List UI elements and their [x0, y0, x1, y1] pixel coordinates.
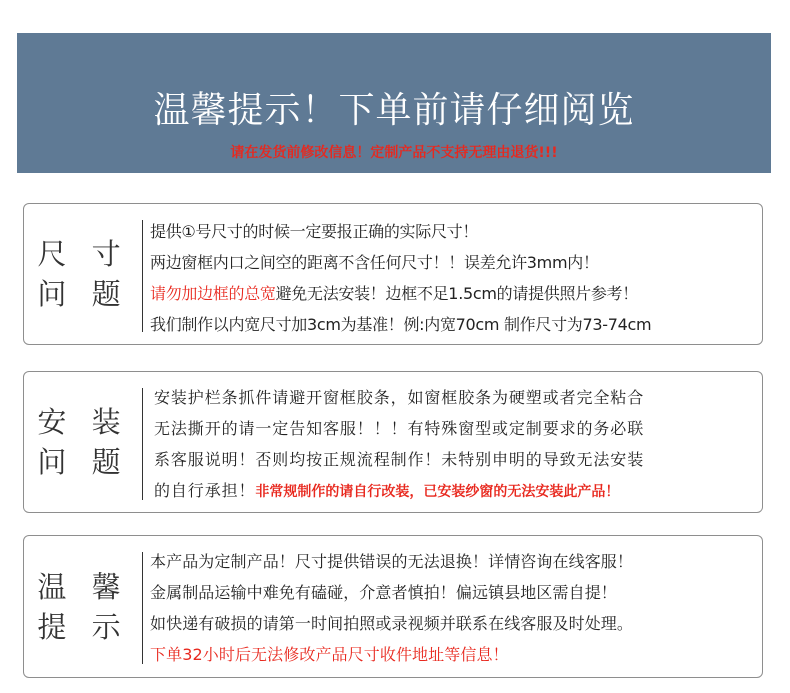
card-line: 无法撕开的请一定告知客服！！！有特殊窗型或定制要求的务必联 — [154, 419, 645, 438]
card-label-line2: 提 示 — [37, 609, 129, 644]
card-divider — [142, 220, 143, 332]
card-line: 提供①号尺寸的时候一定要报正确的实际尺寸！ — [150, 222, 479, 241]
header-banner — [17, 33, 771, 173]
card-label-line2: 问 题 — [37, 277, 129, 311]
card-text — [154, 382, 644, 506]
card-label — [24, 536, 142, 677]
card-line: 系客服说明！否则均按正规流程制作！未特别申明的导致无法安装 — [154, 450, 645, 469]
card-label-line1: 安 装 — [37, 405, 129, 439]
card-line: 如快递有破损的请第一时间拍照或录视频并联系在线客服及时处理。 — [150, 614, 634, 633]
banner-subtitle: 请在发货前修改信息！定制产品不支持无理由退货!!! — [230, 145, 558, 161]
card-line-prefix: 的自行承担！ — [154, 481, 256, 500]
card-divider — [142, 552, 143, 664]
card-warm-tips — [23, 535, 763, 678]
card-installation-issues — [23, 371, 763, 513]
card-line-rest: 避免无法安装！边框不足1.5cm的请提供照片参考！ — [275, 284, 638, 303]
card-line: 本产品为定制产品！尺寸提供错误的无法退换！详情咨询在线客服！ — [150, 552, 634, 571]
card-line — [154, 475, 644, 506]
card-line: 我们制作以内宽尺寸加3cm为基准！例:内宽70cm 制作尺寸为73-74cm — [150, 315, 652, 334]
card-line — [150, 278, 651, 309]
card-label-line1: 尺 寸 — [37, 237, 129, 271]
card-label — [24, 372, 142, 512]
card-size-issues — [23, 203, 763, 345]
red-highlight: 非常规制作的请自行改装，已安装纱窗的无法安装此产品！ — [255, 484, 620, 500]
card-label — [24, 204, 142, 344]
card-line: 下单32小时后无法修改产品尺寸收件地址等信息！ — [150, 645, 509, 664]
card-label-line1: 温 馨 — [37, 569, 129, 604]
card-line: 安装护栏条抓件请避开窗框胶条，如窗框胶条为硬塑或者完全粘合 — [154, 388, 645, 407]
card-line: 金属制品运输中难免有磕碰，介意者慎拍！偏远镇县地区需自提！ — [150, 583, 617, 602]
card-divider — [142, 388, 143, 500]
card-text — [150, 546, 633, 670]
card-label-line2: 问 题 — [37, 445, 129, 479]
banner-title: 温馨提示！下单前请仔细阅览 — [153, 90, 635, 131]
red-highlight: 请勿加边框的总宽 — [150, 284, 276, 303]
card-line: 两边窗框内口之间空的距离不含任何尺寸！！误差允许3mm内！ — [150, 253, 599, 272]
card-text — [150, 216, 651, 340]
